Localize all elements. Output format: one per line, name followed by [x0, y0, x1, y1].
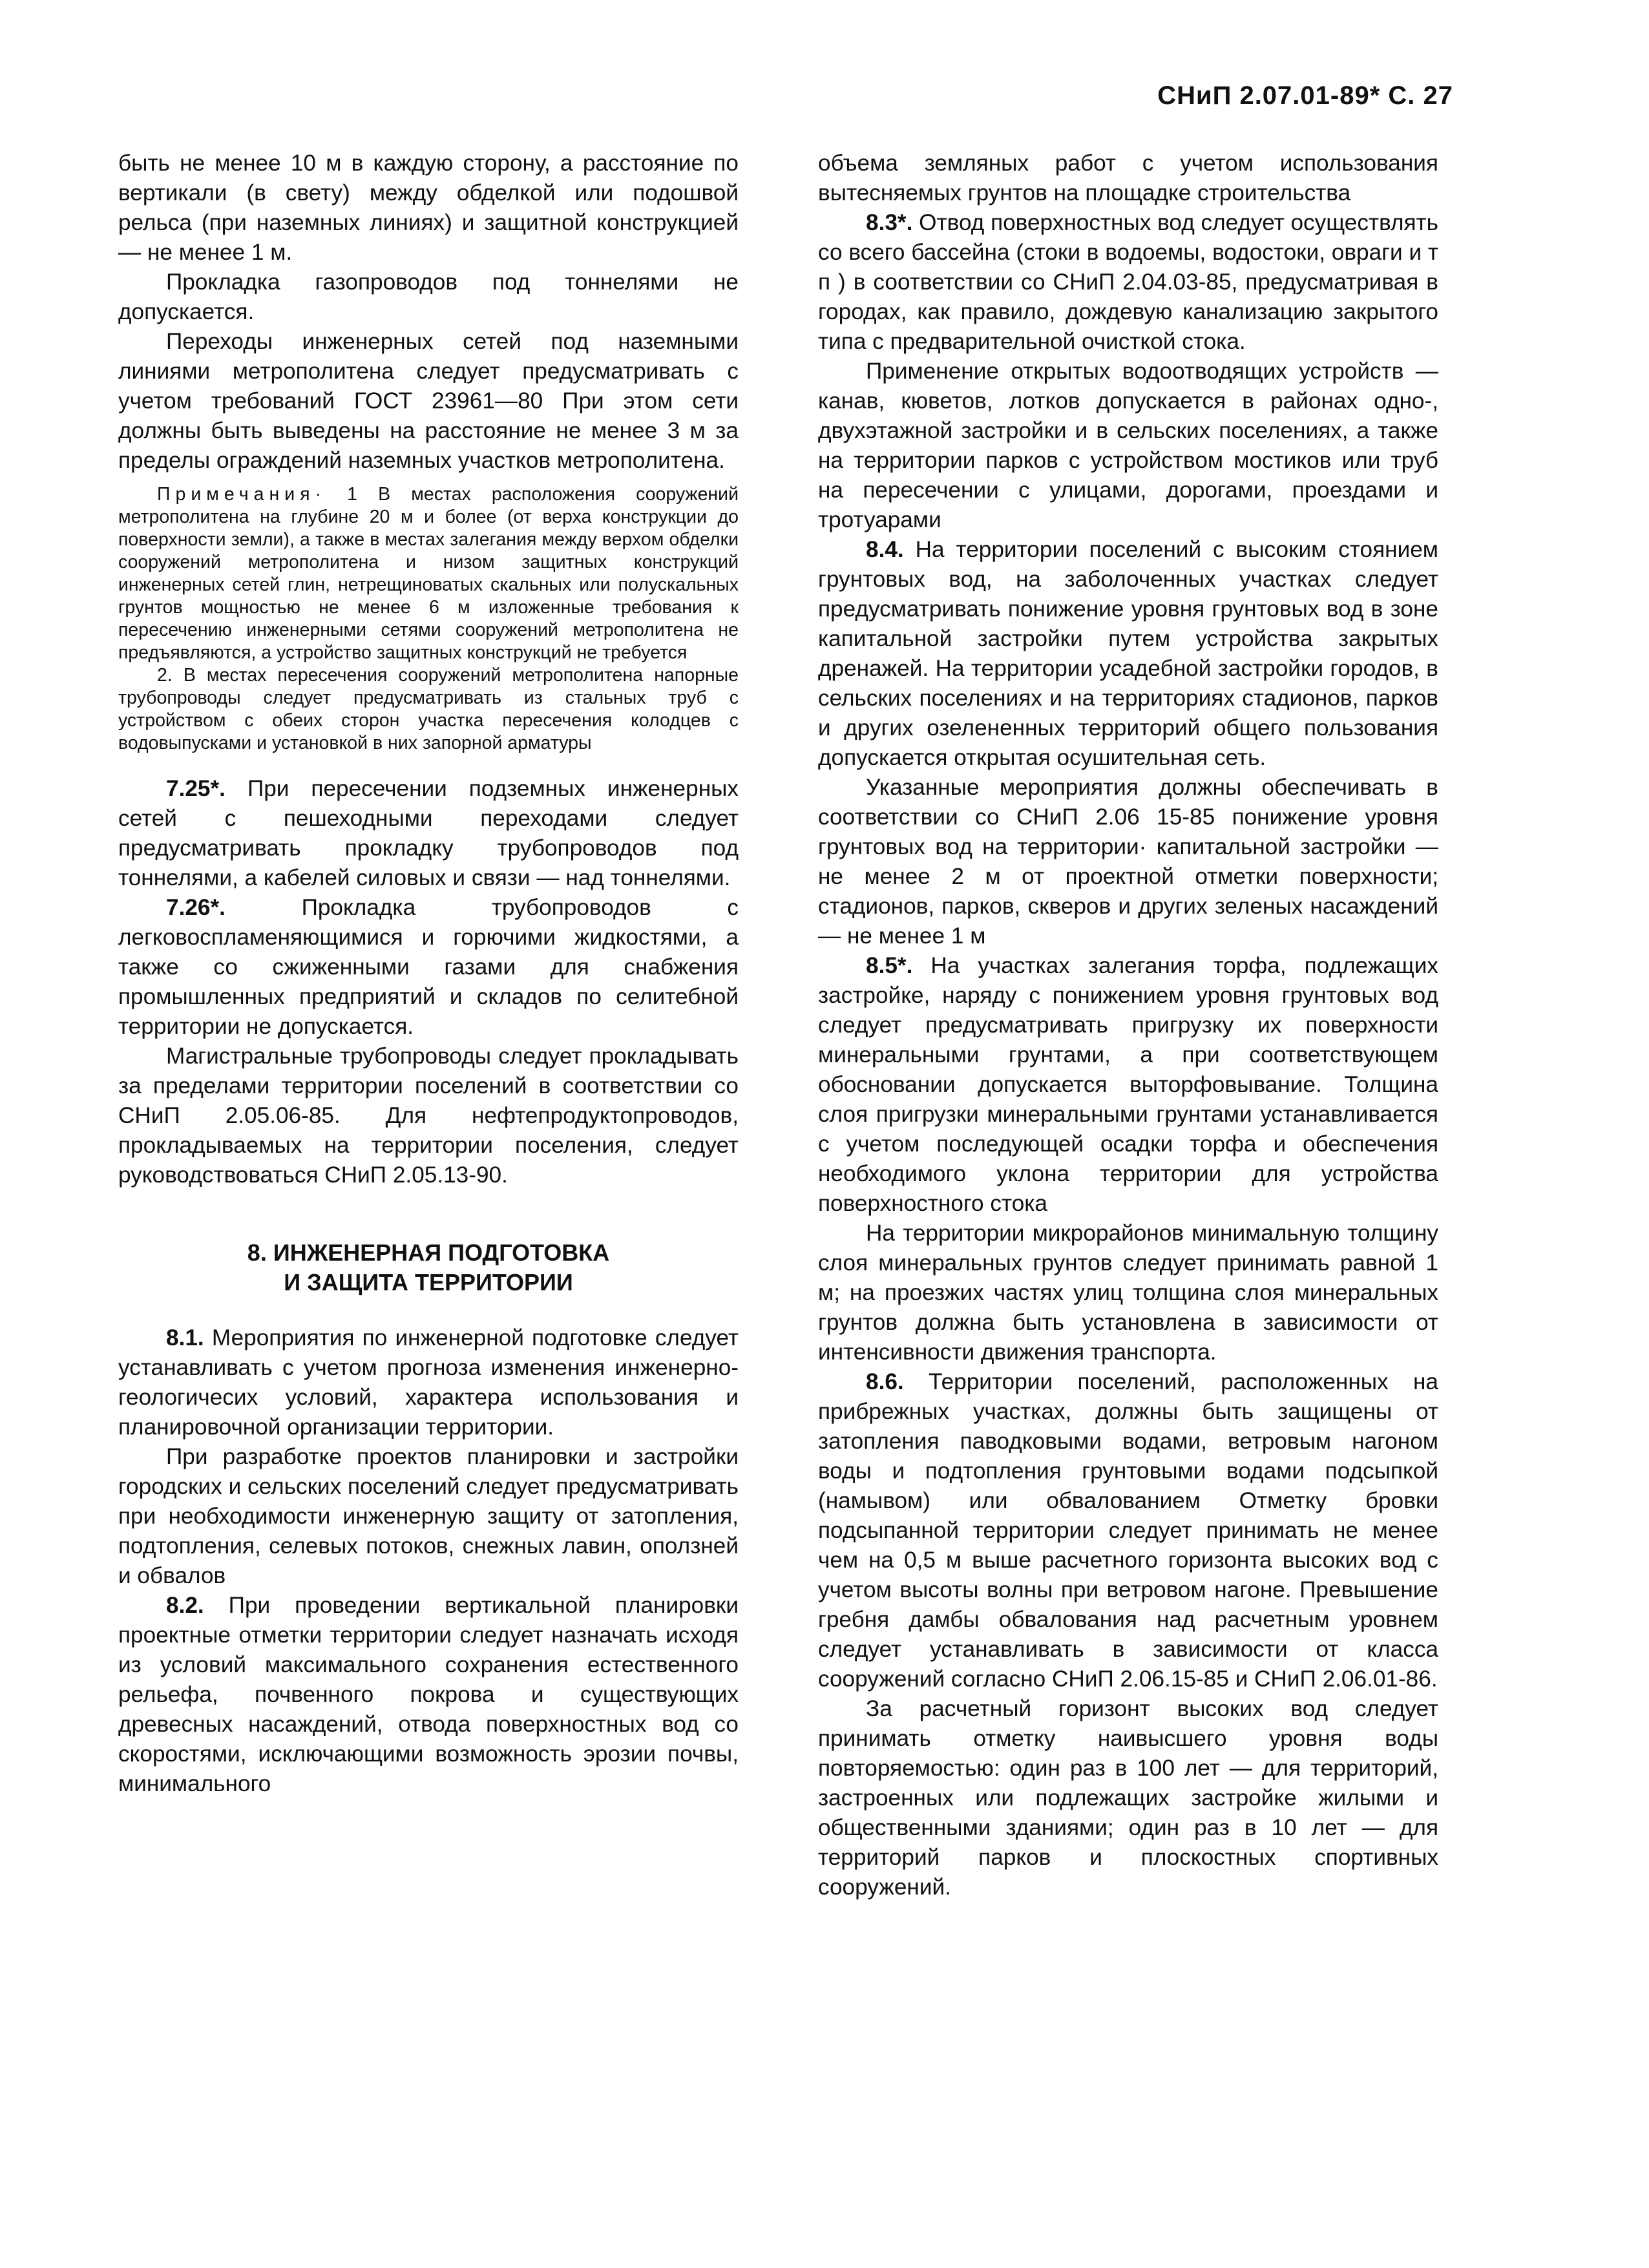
paragraph-continuation: быть не менее 10 м в каждую сторону, а расстояние по вертикали (в свету) между обделкой или подошвой рельса (при наземных линиях) и защитной конструкцией — не менее 1 м. [118, 151, 739, 265]
section-heading-line-1: 8. ИНЖЕНЕРНАЯ ПОДГОТОВКА [247, 1239, 610, 1266]
section-heading-line-2: И ЗАЩИТА ТЕРРИТОРИИ [284, 1269, 573, 1296]
note-1 [118, 483, 739, 664]
note-1-text: 1 В местах расположения сооружений метрополитена на глубине 20 м и более (от верха конструкции до поверхности земли), а также в местах залегания между верхом обделки сооружений метрополитена и низом защитных конструкций инженерных сетей глин, нетрещиноватых скальных или полускальных грунтов мощностью не менее 6 м изложенные требования к пересечению инженерными сетями сооружений метрополитена не предъявляются, а устройство защитных конструкций не требуется [118, 484, 739, 663]
left-column [118, 149, 739, 1799]
paragraph-gas-pipelines: Прокладка газопроводов под тоннелями не допускается. [118, 269, 739, 324]
clause-8-2 [118, 1591, 739, 1799]
paragraph-high-water: За расчетный горизонт высоких вод следует принимать отметку наивысшего уровня воды повторяемостью: один раз в 100 лет — для территорий, застроенных или подлежащих застройке жилыми и общественными зданиями; один раз в 10 лет — для территорий парков и плоскостных спортивных сооружений. [818, 1696, 1438, 1900]
clause-number: 7.25*. [166, 776, 226, 801]
clause-8-5 [818, 951, 1438, 1219]
paragraph-trunk-pipelines: Магистральные трубопроводы следует прокладывать за пределами территории поселений в соответствии со СНиП 2.05.06-85. Для нефтепродуктопроводов, прокладываемых на территории поселения, следует руководствоваться СНиП 2.05.13-90. [118, 1044, 739, 1188]
paragraph-continuation: объема земляных работ с учетом использования вытесняемых грунтов на площадке строительства [818, 151, 1438, 205]
page-header: СНиП 2.07.01-89* С. 27 [1157, 81, 1453, 110]
clause-7-26 [118, 893, 739, 1042]
clause-text: Прокладка трубопроводов с легковоспламеняющимися и горючими жидкостями, а также со сжиженными газами для снабжения промышленных предприятий и складов по селитебной территории не допускается. [118, 895, 739, 1039]
notes-label: Примечания· [157, 484, 327, 505]
paragraph-groundwater-lowering: Указанные мероприятия должны обеспечивать в соответствии со СНиП 2.06 15-85 понижение уровня грунтовых вод на территории· капитальной застройки — не менее 2 м от проектной отметки поверхности; стадионов, парков, скверов и других зеленых насаждений — не менее 1 м [818, 775, 1438, 949]
clause-number: 8.3*. [866, 210, 913, 235]
paragraph-engineering-protection: При разработке проектов планировки и застройки городских и сельских поселений следует предусматривать при необходимости инженерную защиту от затопления, подтопления, селевых потоков, снежных лавин, оползней и обвалов [118, 1444, 739, 1588]
clause-8-1 [118, 1323, 739, 1442]
clause-number: 8.4. [866, 537, 904, 562]
clause-8-3 [818, 208, 1438, 357]
clause-text: Отвод поверхностных вод следует осуществлять со всего бассейна (стоки в водоемы, водостоки, овраги и т п ) в соответствии со СНиП 2.04.03-85, предусматривая в городах, как правило, дождевую канализацию закрытого типа с предварительной очисткой стока. [818, 210, 1438, 354]
clause-number: 8.6. [866, 1369, 904, 1394]
clause-number: 8.5*. [866, 953, 913, 978]
note-2: 2. В местах пересечения сооружений метрополитена напорные трубопроводы следует предусматривать из стальных труб с устройством с обеих сторон участка пересечения колодцев с водовыпусками и установкой в них запорной арматуры [118, 665, 739, 753]
clause-number: 8.1. [166, 1325, 204, 1350]
clause-text: При пересечении подземных инженерных сетей с пешеходными переходами следует предусматривать прокладку трубопроводов под тоннелями, а кабелей силовых и связи — над тоннелями. [118, 776, 739, 890]
clause-text: На территории поселений с высоким стоянием грунтовых вод, на заболоченных участках следует предусматривать понижение уровня грунтовых вод в зоне капитальной застройки путем устройства закрытых дренажей. На территории усадебной застройки городов, в сельских поселениях и на территориях стадионов, парков и других озелененных территорий общего пользования допускается открытая осушительная сеть. [818, 537, 1438, 770]
clause-text: На участках залегания торфа, подлежащих застройке, наряду с понижением уровня грунтовых вод следует предусматривать пригрузку их поверхности минеральными грунтами, а при соответствующем обосновании допускается выторфовывание. Толщина слоя пригрузки минеральными грунтами устанавливается с учетом последующей осадки торфа и обеспечения необходимого уклона территории для устройства поверхностного стока [818, 953, 1438, 1216]
clause-8-6 [818, 1367, 1438, 1694]
clause-8-4 [818, 535, 1438, 773]
paragraph-open-drainage: Применение открытых водоотводящих устройств — канав, кюветов, лотков допускается в районах одно-, двухэтажной застройки и в сельских поселениях, а также на территории парков с устройством мостиков или труб на пересечении с улицами, дорогами, проездами и тротуарами [818, 359, 1438, 532]
clause-text: Территории поселений, расположенных на прибрежных участках, должны быть защищены от затопления паводковыми водами, ветровым нагоном воды и подтопления грунтовыми водами подсыпкой (намывом) или обвалованием Отметку бровки подсыпанной территории следует принимать не менее чем на 0,5 м выше расчетного горизонта высоких вод с учетом высоты волны при ветровом нагоне. Превышение гребня дамбы обвалования над расчетным уровнем следует устанавливать в зависимости от класса сооружений согласно СНиП 2.06.15-85 и СНиП 2.06.01-86. [818, 1369, 1439, 1692]
clause-number: 8.2. [166, 1593, 204, 1618]
clause-text: Мероприятия по инженерной подготовке следует устанавливать с учетом прогноза изменения инженерно-геологичесих условий, характера использования и планировочной организации территории. [118, 1325, 739, 1440]
clause-7-25 [118, 774, 739, 893]
paragraph-crossings: Переходы инженерных сетей под наземными линиями метрополитена следует предусматривать с учетом требований ГОСТ 23961—80 При этом сети должны быть выведены на расстояние не менее 3 м за пределы ограждений наземных участков метрополитена. [118, 329, 739, 473]
section-heading [118, 1238, 739, 1297]
paragraph-mineral-soil: На территории микрорайонов минимальную толщину слоя минеральных грунтов следует принимать равной 1 м; на проезжих частях улиц толщина слоя минеральных грунтов должна быть установлена в зависимости от интенсивности движения транспорта. [818, 1221, 1438, 1365]
right-column [818, 149, 1438, 1902]
clause-number: 7.26*. [166, 895, 226, 920]
clause-text: При проведении вертикальной планировки проектные отметки территории следует назначать исходя из условий максимального сохранения естественного рельефа, почвенного покрова и существующих древесных насаждений, отвода поверхностных вод со скоростями, исключающими возможность эрозии почвы, минимального [118, 1593, 739, 1796]
notes-block [118, 483, 739, 755]
